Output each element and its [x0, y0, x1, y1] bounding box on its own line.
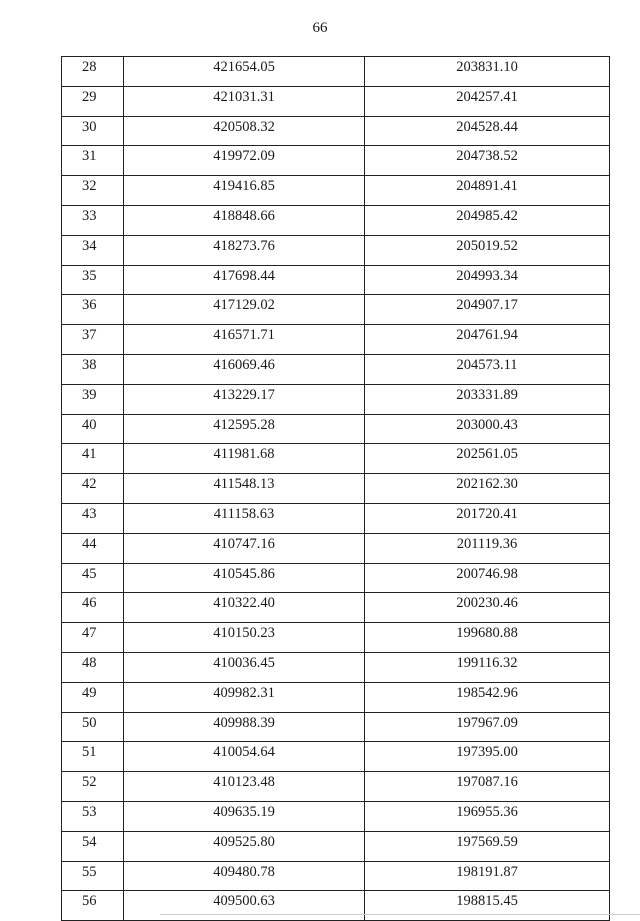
x-coordinate-cell: 409635.19 [124, 801, 365, 831]
y-coordinate-cell: 197395.00 [365, 742, 610, 772]
point-number-cell: 37 [62, 325, 124, 355]
x-coordinate-cell: 409480.78 [124, 861, 365, 891]
x-coordinate-cell: 413229.17 [124, 384, 365, 414]
y-coordinate-cell: 204907.17 [365, 295, 610, 325]
point-number-cell: 33 [62, 205, 124, 235]
table-row [62, 652, 610, 682]
table-row [62, 86, 610, 116]
table-row [62, 533, 610, 563]
point-number-cell: 38 [62, 354, 124, 384]
x-coordinate-cell: 419972.09 [124, 146, 365, 176]
point-number-cell: 35 [62, 265, 124, 295]
table-row [62, 831, 610, 861]
coordinates-table-body [62, 57, 610, 921]
x-coordinate-cell: 411548.13 [124, 474, 365, 504]
y-coordinate-cell: 204573.11 [365, 354, 610, 384]
y-coordinate-cell: 200746.98 [365, 563, 610, 593]
point-number-cell: 50 [62, 712, 124, 742]
table-row [62, 712, 610, 742]
y-coordinate-cell: 203000.43 [365, 414, 610, 444]
point-number-cell: 28 [62, 57, 124, 87]
point-number-cell: 32 [62, 176, 124, 206]
table-row [62, 503, 610, 533]
table-row [62, 354, 610, 384]
table-row [62, 623, 610, 653]
point-number-cell: 56 [62, 891, 124, 921]
x-coordinate-cell: 410123.48 [124, 772, 365, 802]
table-row [62, 235, 610, 265]
table-row [62, 57, 610, 87]
table-row [62, 265, 610, 295]
coordinates-table [61, 56, 610, 921]
x-coordinate-cell: 411158.63 [124, 503, 365, 533]
point-number-cell: 46 [62, 593, 124, 623]
y-coordinate-cell: 203831.10 [365, 57, 610, 87]
x-coordinate-cell: 410150.23 [124, 623, 365, 653]
y-coordinate-cell: 199680.88 [365, 623, 610, 653]
point-number-cell: 41 [62, 444, 124, 474]
x-coordinate-cell: 410054.64 [124, 742, 365, 772]
point-number-cell: 51 [62, 742, 124, 772]
point-number-cell: 52 [62, 772, 124, 802]
y-coordinate-cell: 204985.42 [365, 205, 610, 235]
table-row [62, 176, 610, 206]
table-row [62, 205, 610, 235]
table-row [62, 384, 610, 414]
x-coordinate-cell: 421031.31 [124, 86, 365, 116]
y-coordinate-cell: 204761.94 [365, 325, 610, 355]
table-row [62, 116, 610, 146]
table-row [62, 801, 610, 831]
x-coordinate-cell: 411981.68 [124, 444, 365, 474]
y-coordinate-cell: 201119.36 [365, 533, 610, 563]
point-number-cell: 48 [62, 652, 124, 682]
x-coordinate-cell: 410036.45 [124, 652, 365, 682]
point-number-cell: 55 [62, 861, 124, 891]
x-coordinate-cell: 410322.40 [124, 593, 365, 623]
x-coordinate-cell: 417129.02 [124, 295, 365, 325]
point-number-cell: 44 [62, 533, 124, 563]
x-coordinate-cell: 416069.46 [124, 354, 365, 384]
x-coordinate-cell: 419416.85 [124, 176, 365, 206]
table-row [62, 295, 610, 325]
y-coordinate-cell: 198542.96 [365, 682, 610, 712]
point-number-cell: 30 [62, 116, 124, 146]
point-number-cell: 29 [62, 86, 124, 116]
table-row [62, 444, 610, 474]
table-row [62, 146, 610, 176]
table-row [62, 891, 610, 921]
y-coordinate-cell: 197967.09 [365, 712, 610, 742]
point-number-cell: 43 [62, 503, 124, 533]
point-number-cell: 45 [62, 563, 124, 593]
y-coordinate-cell: 204738.52 [365, 146, 610, 176]
point-number-cell: 39 [62, 384, 124, 414]
point-number-cell: 53 [62, 801, 124, 831]
table-row [62, 593, 610, 623]
table-row [62, 682, 610, 712]
table-row [62, 772, 610, 802]
point-number-cell: 49 [62, 682, 124, 712]
bottom-edge-line [160, 914, 640, 915]
x-coordinate-cell: 418848.66 [124, 205, 365, 235]
x-coordinate-cell: 409500.63 [124, 891, 365, 921]
y-coordinate-cell: 205019.52 [365, 235, 610, 265]
y-coordinate-cell: 202561.05 [365, 444, 610, 474]
table-row [62, 563, 610, 593]
y-coordinate-cell: 196955.36 [365, 801, 610, 831]
table-row [62, 414, 610, 444]
y-coordinate-cell: 200230.46 [365, 593, 610, 623]
point-number-cell: 47 [62, 623, 124, 653]
x-coordinate-cell: 420508.32 [124, 116, 365, 146]
y-coordinate-cell: 204891.41 [365, 176, 610, 206]
x-coordinate-cell: 409988.39 [124, 712, 365, 742]
point-number-cell: 54 [62, 831, 124, 861]
y-coordinate-cell: 204257.41 [365, 86, 610, 116]
point-number-cell: 40 [62, 414, 124, 444]
page-number: 66 [312, 20, 328, 36]
y-coordinate-cell: 201720.41 [365, 503, 610, 533]
table-row [62, 861, 610, 891]
x-coordinate-cell: 409982.31 [124, 682, 365, 712]
y-coordinate-cell: 197569.59 [365, 831, 610, 861]
y-coordinate-cell: 199116.32 [365, 652, 610, 682]
x-coordinate-cell: 417698.44 [124, 265, 365, 295]
x-coordinate-cell: 412595.28 [124, 414, 365, 444]
x-coordinate-cell: 410545.86 [124, 563, 365, 593]
x-coordinate-cell: 409525.80 [124, 831, 365, 861]
y-coordinate-cell: 204993.34 [365, 265, 610, 295]
table-row [62, 325, 610, 355]
table-row [62, 742, 610, 772]
point-number-cell: 42 [62, 474, 124, 504]
y-coordinate-cell: 203331.89 [365, 384, 610, 414]
y-coordinate-cell: 197087.16 [365, 772, 610, 802]
y-coordinate-cell: 198815.45 [365, 891, 610, 921]
x-coordinate-cell: 410747.16 [124, 533, 365, 563]
table-row [62, 474, 610, 504]
y-coordinate-cell: 204528.44 [365, 116, 610, 146]
point-number-cell: 34 [62, 235, 124, 265]
y-coordinate-cell: 202162.30 [365, 474, 610, 504]
point-number-cell: 36 [62, 295, 124, 325]
point-number-cell: 31 [62, 146, 124, 176]
y-coordinate-cell: 198191.87 [365, 861, 610, 891]
x-coordinate-cell: 416571.71 [124, 325, 365, 355]
x-coordinate-cell: 421654.05 [124, 57, 365, 87]
x-coordinate-cell: 418273.76 [124, 235, 365, 265]
